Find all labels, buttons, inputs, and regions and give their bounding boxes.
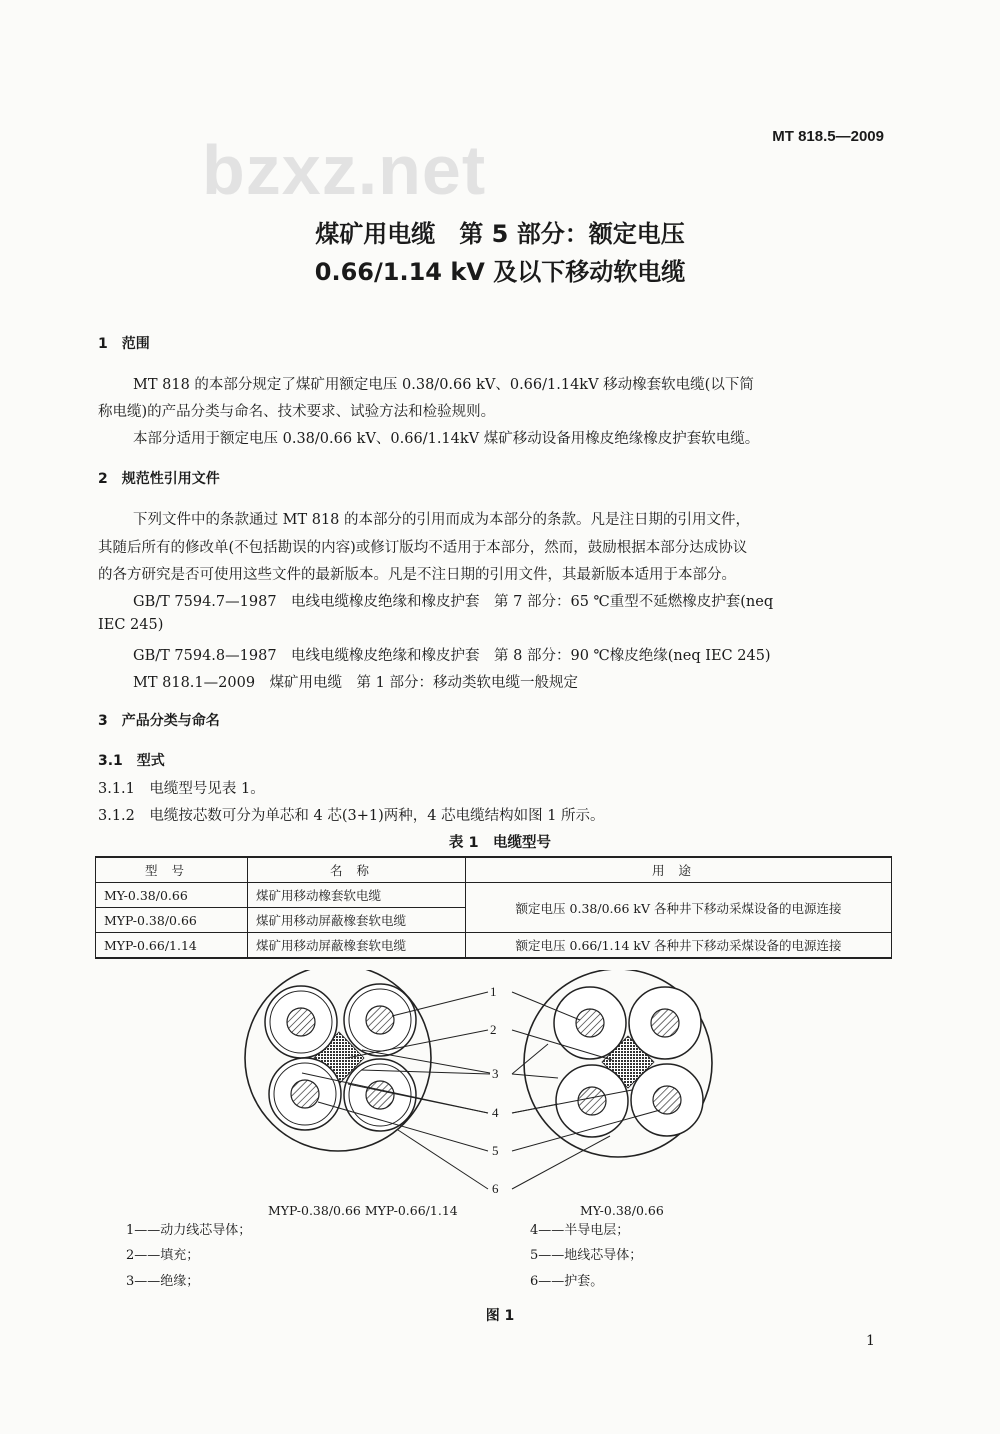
right-core — [629, 987, 701, 1059]
figure-label: 图 1 — [485, 1308, 515, 1324]
standard-number: MT 818.5—2009 — [772, 128, 884, 145]
section-2-para-line1: 下列文件中的条款通过 MT 818 的本部分的引用而成为本部分的条款。凡是注日期的引用文件， — [133, 512, 751, 528]
section-1-para1-line1: MT 818 的本部分规定了煤矿用额定电压 0.38/0.66 kV、0.66/1.14kV 移动橡套软电缆(以下简 — [133, 377, 754, 393]
table-cell-use: 额定电压 0.38/0.66 kV 各种井下移动采煤设备的电源连接 — [466, 883, 892, 933]
legend-item-6: 6——护套。 — [530, 1274, 604, 1289]
reference-1-line1: GB/T 7594.7—1987 电线电缆橡皮绝缘和橡皮护套 第 7 部分：65 ℃重型不延燃橡皮护套(neq — [133, 594, 774, 610]
section-1-para1-line2: 称电缆)的产品分类与命名、技术要求、试验方法和检验规则。 — [98, 404, 496, 420]
table-cell-name: 煤矿用移动屏蔽橡套软电缆 — [248, 908, 466, 933]
section-3-1-heading: 3.1 型式 — [98, 753, 165, 769]
legend-item-2: 2——填充； — [126, 1248, 200, 1263]
left-core — [269, 1058, 341, 1130]
right-diagram-caption: MY-0.38/0.66 — [580, 1203, 664, 1218]
table-cell-model: MYP-0.38/0.66 — [96, 908, 248, 933]
section-3-heading: 3 产品分类与命名 — [98, 713, 220, 729]
right-core — [556, 1065, 628, 1137]
left-diagram-caption: MYP-0.38/0.66 MYP-0.66/1.14 — [268, 1203, 458, 1218]
table-header-name: 名称 — [248, 857, 466, 883]
right-core — [631, 1064, 703, 1136]
reference-2: GB/T 7594.8—1987 电线电缆橡皮绝缘和橡皮护套 第 8 部分：90 ℃橡皮绝缘(neq IEC 245) — [133, 648, 771, 664]
table-row — [96, 933, 892, 959]
document-title-line2: 0.66/1.14 kV 及以下移动软电缆 — [314, 258, 686, 286]
table-header-row — [96, 857, 892, 883]
section-2-para-line2: 其随后所有的修改单(不包括勘误的内容)或修订版均不适用于本部分，然而，鼓励根据本部分达成协议 — [98, 540, 748, 556]
cable-cross-section-diagram — [0, 970, 1000, 1210]
callout-4: 4 — [492, 1105, 499, 1120]
section-3-1-2: 3.1.2 电缆按芯数可分为单芯和 4 芯(3+1)两种，4 芯电缆结构如图 1 所示。 — [98, 808, 605, 824]
left-core — [265, 986, 337, 1058]
reference-1-line2: IEC 245) — [98, 617, 164, 633]
reference-3: MT 818.1—2009 煤矿用电缆 第 1 部分：移动类软电缆一般规定 — [133, 675, 578, 691]
legend-item-4: 4——半导电层； — [530, 1223, 630, 1238]
legend-item-1: 1——动力线芯导体； — [126, 1223, 252, 1238]
table-cell-model: MY-0.38/0.66 — [96, 883, 248, 908]
legend-item-3: 3——绝缘； — [126, 1274, 200, 1289]
table-caption: 表 1 电缆型号 — [448, 835, 552, 851]
table-header-model: 型号 — [96, 857, 248, 883]
table-cell-use: 额定电压 0.66/1.14 kV 各种井下移动采煤设备的电源连接 — [466, 933, 892, 959]
cable-model-table — [95, 856, 892, 959]
callout-3: 3 — [492, 1066, 499, 1081]
left-core — [344, 984, 416, 1056]
section-2-para-line3: 的各方研究是否可使用这些文件的最新版本。凡是不注日期的引用文件，其最新版本适用于本部分。 — [98, 567, 736, 583]
section-2-heading: 2 规范性引用文件 — [98, 471, 220, 487]
section-1-para2: 本部分适用于额定电压 0.38/0.66 kV、0.66/1.14kV 煤矿移动设备用橡皮绝缘橡皮护套软电缆。 — [133, 431, 760, 447]
table-cell-model: MYP-0.66/1.14 — [96, 933, 248, 959]
watermark: bzxz.net — [202, 131, 487, 209]
legend-item-5: 5——地线芯导体； — [530, 1248, 643, 1263]
document-title-line1: 煤矿用电缆 第 5 部分：额定电压 — [315, 220, 685, 248]
callout-6: 6 — [492, 1181, 499, 1196]
right-core — [554, 987, 626, 1059]
callout-2: 2 — [490, 1022, 497, 1037]
table-header-use: 用途 — [466, 857, 892, 883]
section-3-1-1: 3.1.1 电缆型号见表 1。 — [98, 781, 265, 797]
page-number: 1 — [866, 1333, 875, 1349]
section-1-heading: 1 范围 — [98, 336, 150, 352]
left-cable-section — [245, 970, 431, 1151]
callout-5: 5 — [492, 1143, 499, 1158]
table-row — [96, 883, 892, 908]
table-cell-name: 煤矿用移动橡套软电缆 — [248, 883, 466, 908]
table-cell-name: 煤矿用移动屏蔽橡套软电缆 — [248, 933, 466, 959]
callout-1: 1 — [490, 984, 497, 999]
right-cable-section — [524, 970, 712, 1157]
